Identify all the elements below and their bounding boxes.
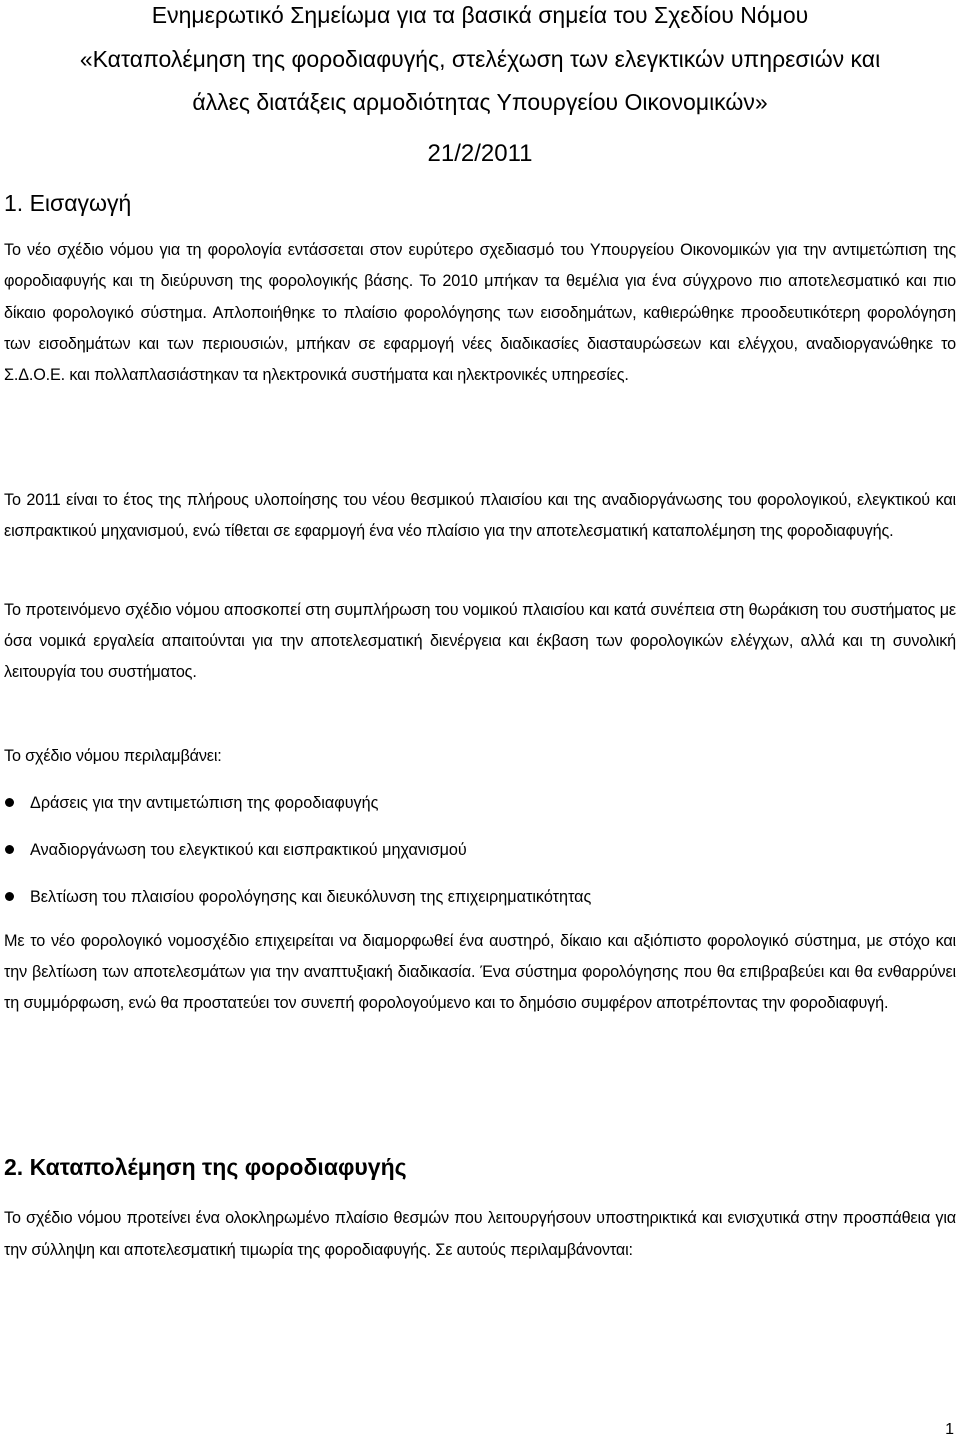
list-item	[0, 786, 960, 833]
document-title-line-1: Ενημερωτικό Σημείωμα για τα βασικά σημεία του Σχεδίου Νόμου	[151, 2, 809, 28]
list-item-text: Δράσεις για την αντιμετώπιση της φοροδιαφυγής	[30, 794, 379, 812]
bullet-list	[0, 786, 960, 927]
section-1-paragraph-3: Το προτεινόμενο σχέδιο νόμου αποσκοπεί στη συμπλήρωση του νομικού πλαισίου και κατά συνέπεια στη θωράκιση του συστήματος με όσα νομικά εργαλεία απαιτούνται για την αποτελεσματική διενέργεια και έκβαση των φορολογικών ελέγχων, αλλά και τη συνολική λειτουργία του συστήματος.	[4, 601, 956, 682]
section-1-paragraph-1: Το νέο σχέδιο νόμου για τη φορολογία εντάσσεται στον ευρύτερο σχεδιασμό του Υπουργείου Οικονομικών για την αντιμετώπιση της φοροδιαφυγής και τη διεύρυνση της φορολογικής βάσης. Το 2010 μπήκαν τα θεμέλια για ένα σύγχρονο πιο αποτελεσματικό και πιο δίκαιο φορολογικό σύστημα. Απλοποιήθηκε το πλαίσιο φορολόγησης των εισοδημάτων, καθιερώθηκε προοδευτικότερη φορολόγηση των εισοδημάτων και των περιουσιών, μπήκαν σε εφαρμογή νέες διαδικασίες διασταυρώσεων και ελέγχου, αναδιοργανώθηκε το Σ.Δ.Ο.Ε. και πολλαπλασιάστηκαν τα ηλεκτρονικά συστήματα και ηλεκτρονικές υπηρεσίες.	[4, 241, 956, 385]
bullet-icon	[5, 892, 14, 901]
section-2-paragraph-1: Το σχέδιο νόμου προτείνει ένα ολοκληρωμένο πλαίσιο θεσμών που λειτουργήσουν υποστηρικτικά και ενισχυτικά στην προσπάθεια για την σύλληψη και αποτελεσματική τιμωρία της φοροδιαφυγής. Σε αυτούς περιλαμβάνονται:	[4, 1209, 956, 1259]
list-item-text: Βελτίωση του πλαισίου φορολόγησης και διευκόλυνση της επιχειρηματικότητας	[30, 888, 592, 906]
list-item	[0, 833, 960, 880]
bullet-icon	[5, 798, 14, 807]
list-item	[0, 880, 960, 927]
section-2-heading: 2. Καταπολέμηση της φοροδιαφυγής	[4, 1154, 407, 1180]
section-1-heading: 1. Εισαγωγή	[4, 190, 132, 216]
document-title-line-3: άλλες διατάξεις αρμοδιότητας Υπουργείου Οικονομικών»	[192, 89, 768, 115]
section-1-paragraph-5: Με το νέο φορολογικό νομοσχέδιο επιχειρείται να διαμορφωθεί ένα αυστηρό, δίκαιο και αξιόπιστο φορολογικό σύστημα, με στόχο και την βελτίωση των αποτελεσμάτων για την αναπτυξιακή διαδικασία. Ένα σύστημα φορολόγησης που θα επιβραβεύει και θα ενθαρρύνει τη συμμόρφωση, ενώ θα προστατεύει τον συνεπή φορολογούμενο και το δημόσιο συμφέρον αποτρέποντας την φοροδιαφυγή.	[4, 932, 956, 1012]
list-item-text: Αναδιοργάνωση του ελεγκτικού και εισπρακτικού μηχανισμού	[30, 841, 467, 859]
bullet-icon	[5, 845, 14, 854]
section-1-paragraph-4: Το σχέδιο νόμου περιλαμβάνει:	[4, 747, 222, 765]
page-number: 1	[945, 1421, 954, 1438]
document-title-line-2: «Καταπολέμηση της φοροδιαφυγής, στελέχωση των ελεγκτικών υπηρεσιών και	[79, 46, 881, 72]
section-1-paragraph-2: Το 2011 είναι το έτος της πλήρους υλοποίησης του νέου θεσμικού πλαισίου και της αναδιοργάνωσης του φορολογικού, ελεγκτικού και εισπρακτικού μηχανισμού, ενώ τίθεται σε εφαρμογή ένα νέο πλαίσιο για την αποτελεσματική καταπολέμηση της φοροδιαφυγής.	[4, 491, 956, 540]
document-date: 21/2/2011	[427, 140, 533, 167]
